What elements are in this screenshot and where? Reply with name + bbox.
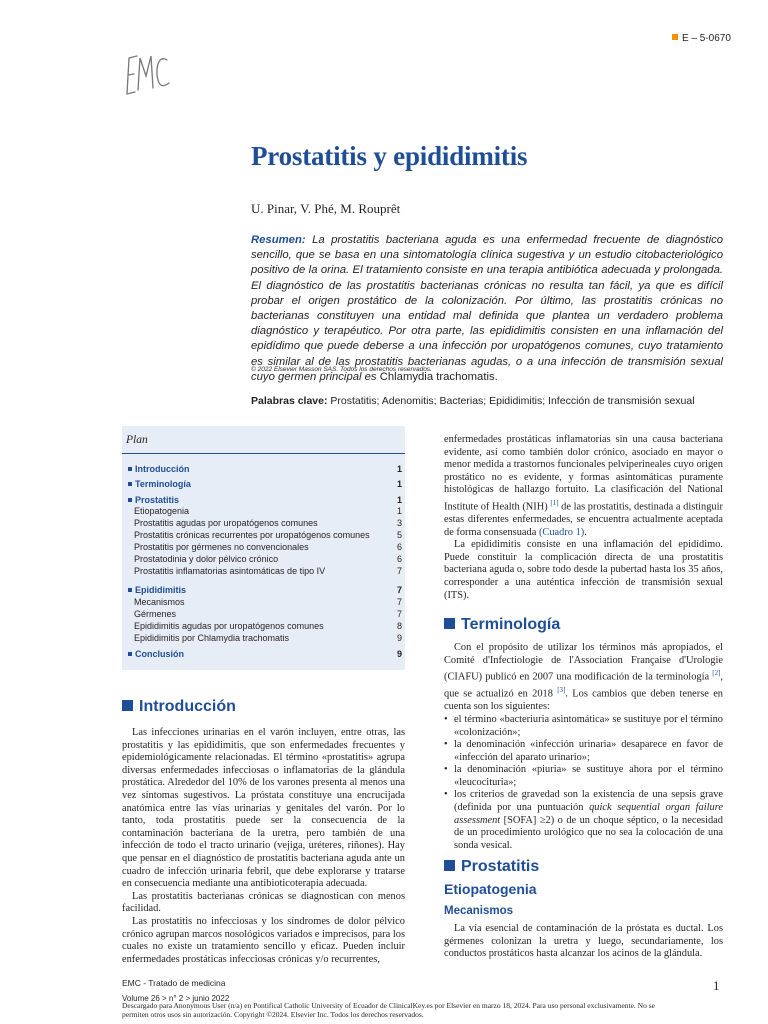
- term-text-c: . Los cambios que deben tenerse en cuenta son los siguientes:: [444, 688, 723, 713]
- toc-page: 9: [396, 649, 402, 659]
- toc-label: Prostatitis inflamatorias asintomáticas de tipo IV: [134, 566, 326, 576]
- toc-label: Prostatitis por gérmenes no convencionales: [134, 542, 309, 552]
- subsection-heading-etiopatogenia: Etiopatogenia: [444, 881, 537, 897]
- toc-page: 1: [396, 479, 402, 489]
- section-heading-introduccion: [122, 698, 236, 716]
- plan-divider: [122, 453, 405, 454]
- toc-label: Prostatitis agudas por uropatógenos comunes: [134, 518, 318, 528]
- toc-label: Mecanismos: [134, 597, 185, 607]
- toc-label: Conclusión: [128, 649, 184, 660]
- toc-label: Prostatitis: [128, 495, 179, 506]
- mecanismos-body: [444, 923, 723, 961]
- toc-label: Epididimitis agudas por uropatógenos comunes: [134, 621, 324, 631]
- bullet4-italic: quick sequential organ failure assessment: [454, 802, 723, 826]
- page-number: 1: [713, 978, 720, 993]
- section-heading-prostatitis: [444, 858, 539, 876]
- list-item: • el término «bacteriuria asintomática» se sustituye por el término «colonización»;: [444, 714, 723, 739]
- article-title: Prostatitis y epididimitis: [251, 141, 528, 171]
- subsubsection-heading-mecanismos: Mecanismos: [444, 905, 514, 917]
- section-square-icon: [444, 618, 455, 629]
- bullet4-text-b: [SOFA] ≥2) o de un choque séptico, o la necesidad de un procedimiento urológico que no sea la colocación de una sonda vesical.: [454, 814, 723, 851]
- term-text-b: , que se actualizó en 2018: [444, 671, 724, 700]
- document-reference: [672, 33, 731, 44]
- right-column-top: [444, 434, 723, 602]
- table-link[interactable]: (Cuadro 1): [538, 526, 585, 538]
- section-heading-text: Prostatitis: [461, 858, 540, 875]
- plan-box: [122, 426, 405, 670]
- copyright: © 2022 Elsevier Masson SAS. Todos los derechos reservados.: [251, 366, 432, 373]
- toc-label: Introducción: [128, 464, 190, 475]
- toc-page: 7: [396, 597, 402, 607]
- download-notice: Descargado para Anonymous User (n/a) en Pontifical Catholic University of Ecuador de ClinicalKey.es por Elsevier en marzo 18, 2024. Para uso personal exclusivamente. No se permiten otros usos sin autorización. Copyright ©2024. Elsevier Inc. Todos los derechos reservados.: [122, 1001, 655, 1019]
- toc-page: 7: [396, 609, 402, 619]
- term-text-a: Con el propósito de utilizar los términos más apropiados, el Comité d'Infectiologie de l'Association Française d'Urologie (CIAFU) publicó en 2007 una modificación de la terminología: [444, 642, 723, 683]
- toc-label: Gérmenes: [134, 609, 177, 619]
- terminology-list: [444, 714, 723, 853]
- epididimitis-paragraph: La epididimitis consiste en una inflamación del epidídimo. Puede constituir la complicación directa de una prostatitis bacteriana aguda o, sobre todo desde la pubertad hasta los 35 años, corresponder a una auténtica infección de transmisión sexual (ITS).: [444, 539, 723, 601]
- abstract-label: Resumen:: [251, 234, 306, 246]
- ref-link-3[interactable]: [3]: [557, 686, 566, 695]
- orange-square-icon: [672, 34, 678, 40]
- list-item: [444, 789, 723, 852]
- nih-paragraph: [444, 434, 723, 539]
- intro-paragraph-2: Las prostatitis bacterianas crónicas se diagnostican con menos facilidad.: [122, 890, 405, 915]
- toc-page: 7: [396, 585, 402, 595]
- toc-page: 8: [396, 621, 402, 631]
- journal-name: EMC - Tratado de medicina: [122, 978, 226, 988]
- section-heading-text: Terminología: [461, 616, 561, 633]
- terminologia-paragraph: [444, 642, 723, 714]
- keywords-label: Palabras clave:: [251, 395, 328, 407]
- section-heading-terminologia: [444, 616, 560, 634]
- toc-page: 6: [396, 542, 402, 552]
- intro-paragraph-3: Las prostatitis no infecciosas y los síndromes de dolor pélvico crónico agrupan marcos nosológicos variados e imprecisos, para los cuales no existe un tratamiento sencillo y eficaz. Pueden incluir enfermedades prostáticas infecciosas crónicas y/o recurrentes,: [122, 915, 405, 965]
- toc-page: 1: [396, 495, 402, 505]
- mecanismos-paragraph: La vía esencial de contaminación de la próstata es ductal. Los gérmenes colonizan la uretra y luego, secundariamente, los conductos prostáticos hasta alcanzar los acinos de la glándula.: [444, 923, 723, 960]
- toc-page: 7: [396, 566, 402, 576]
- toc-page: 3: [396, 518, 402, 528]
- nih-text-c: .: [584, 526, 587, 538]
- volume-info: Volume 26 > n° 2 > junio 2022: [122, 994, 230, 1003]
- toc-label: Prostatitis crónicas recurrentes por uropatógenos comunes: [134, 530, 370, 540]
- authors: U. Pinar, V. Phé, M. Rouprêt: [251, 201, 401, 216]
- toc-page: 5: [396, 530, 402, 540]
- emc-logo-icon: [120, 42, 172, 100]
- nih-text-b: de las prostatitis, destinada a distinguir estas diferentes enfermedades, se encuentra actualmente aceptada de forma consensuada: [444, 501, 723, 538]
- abstract-species: Chlamydia trachomatis.: [379, 370, 498, 383]
- section-square-icon: [444, 860, 455, 871]
- section-heading-text: Introducción: [139, 698, 236, 715]
- doc-ref-text: E – 5-0670: [682, 33, 731, 44]
- abstract: [251, 233, 723, 385]
- intro-body: [122, 727, 405, 966]
- emc-logo: [120, 42, 172, 105]
- nih-text-a: enfermedades prostáticas inflamatorias sin una causa bacteriana evidente, así como también dolor crónico, asociado en mayor o menor medida a trastornos funcionales pelviperineales cuyo origen prostático no es evidente, y formas asintomáticas puramente histológicas de hallazgo fortuito. La clasificación del National Institute of Health (NIH): [444, 434, 723, 513]
- toc-label: Terminología: [128, 479, 191, 490]
- keywords-text: Prostatitis; Adenomitis; Bacterias; Epididimitis; Infección de transmisión sexual: [330, 395, 695, 407]
- toc-page: 1: [396, 506, 402, 516]
- abstract-text: La prostatitis bacteriana aguda es una enfermedad frecuente de diagnóstico sencillo, que se basa en una sintomatología clínica sugestiva y un estudio citobacteriológico positivo de la orina. El tratamiento consiste en una terapia antibiótica adecuada y prolongada. El diagnóstico de las prostatitis bacterianas crónicas no resulta tan fácil, ya que es difícil probar el origen prostático de la colonización. Por último, las prostatitis crónicas no bacterianas constituyen una entidad mal definida que plantea un verdadero problema diagnóstico y terapéutico. Por otra parte, las epididimitis consisten en una inflamación del epidídimo que puede deberse a una infección por uropatógenos comunes, cuyo tratamiento es similar al de las prostatitis bacterianas agudas, o a una infección de transmisión sexual cuyo germen principal es: [251, 234, 724, 383]
- list-item: • la denominación «piuria» se sustituye ahora por el término «leucocituria»;: [444, 764, 723, 789]
- toc-label: Etiopatogenia: [134, 506, 190, 516]
- toc-page: 1: [396, 464, 402, 474]
- section-square-icon: [122, 700, 133, 711]
- bullet4-text-a: los criterios de gravedad son la existencia de una sepsis grave (definida por una puntuación: [454, 789, 723, 814]
- keywords: [251, 395, 695, 407]
- ref-link-2[interactable]: [2]: [712, 669, 721, 678]
- plan-heading: Plan: [126, 434, 148, 446]
- toc-label: Prostatodinia y dolor pélvico crónico: [134, 554, 279, 564]
- toc-label: Epididimitis: [128, 585, 186, 596]
- list-item: • la denominación «infección urinaria» desaparece en favor de «infección del aparato urinario»;: [444, 739, 723, 764]
- toc-label: Epididimitis por Chlamydia trachomatis: [134, 633, 290, 643]
- toc-page: 6: [396, 554, 402, 564]
- intro-paragraph-1: Las infecciones urinarias en el varón incluyen, entre otras, las prostatitis y las epididimitis, que son enfermedades frecuentes y epidemiológicamente relacionadas. El término «prostatitis» agrupa diversas enfermedades infecciosas o inflamatorias de la glándula prostática. Alrededor del 10% de los varones presenta al menos una vez síntomas sugestivos. La próstata constituye una encrucijada anatómica entre las vías urinarias y genitales del varón. Por lo tanto, toda prostatitis puede ser la consecuencia de la contaminación bacteriana de la uretra, pero también de una infección de todo el tracto urinario (vejiga, uréteres, riñones). Hay que pensar en el diagnóstico de prostatitis bacteriana aguda ante un cuadro de infección urinaria febril, que debe explorarse y tratarse en consecuencia mediante una antibioticoterapia adecuada.: [122, 727, 405, 890]
- toc-page: 9: [396, 633, 402, 643]
- terminologia-body: [444, 642, 723, 852]
- ref-link-1[interactable]: [1]: [550, 498, 559, 507]
